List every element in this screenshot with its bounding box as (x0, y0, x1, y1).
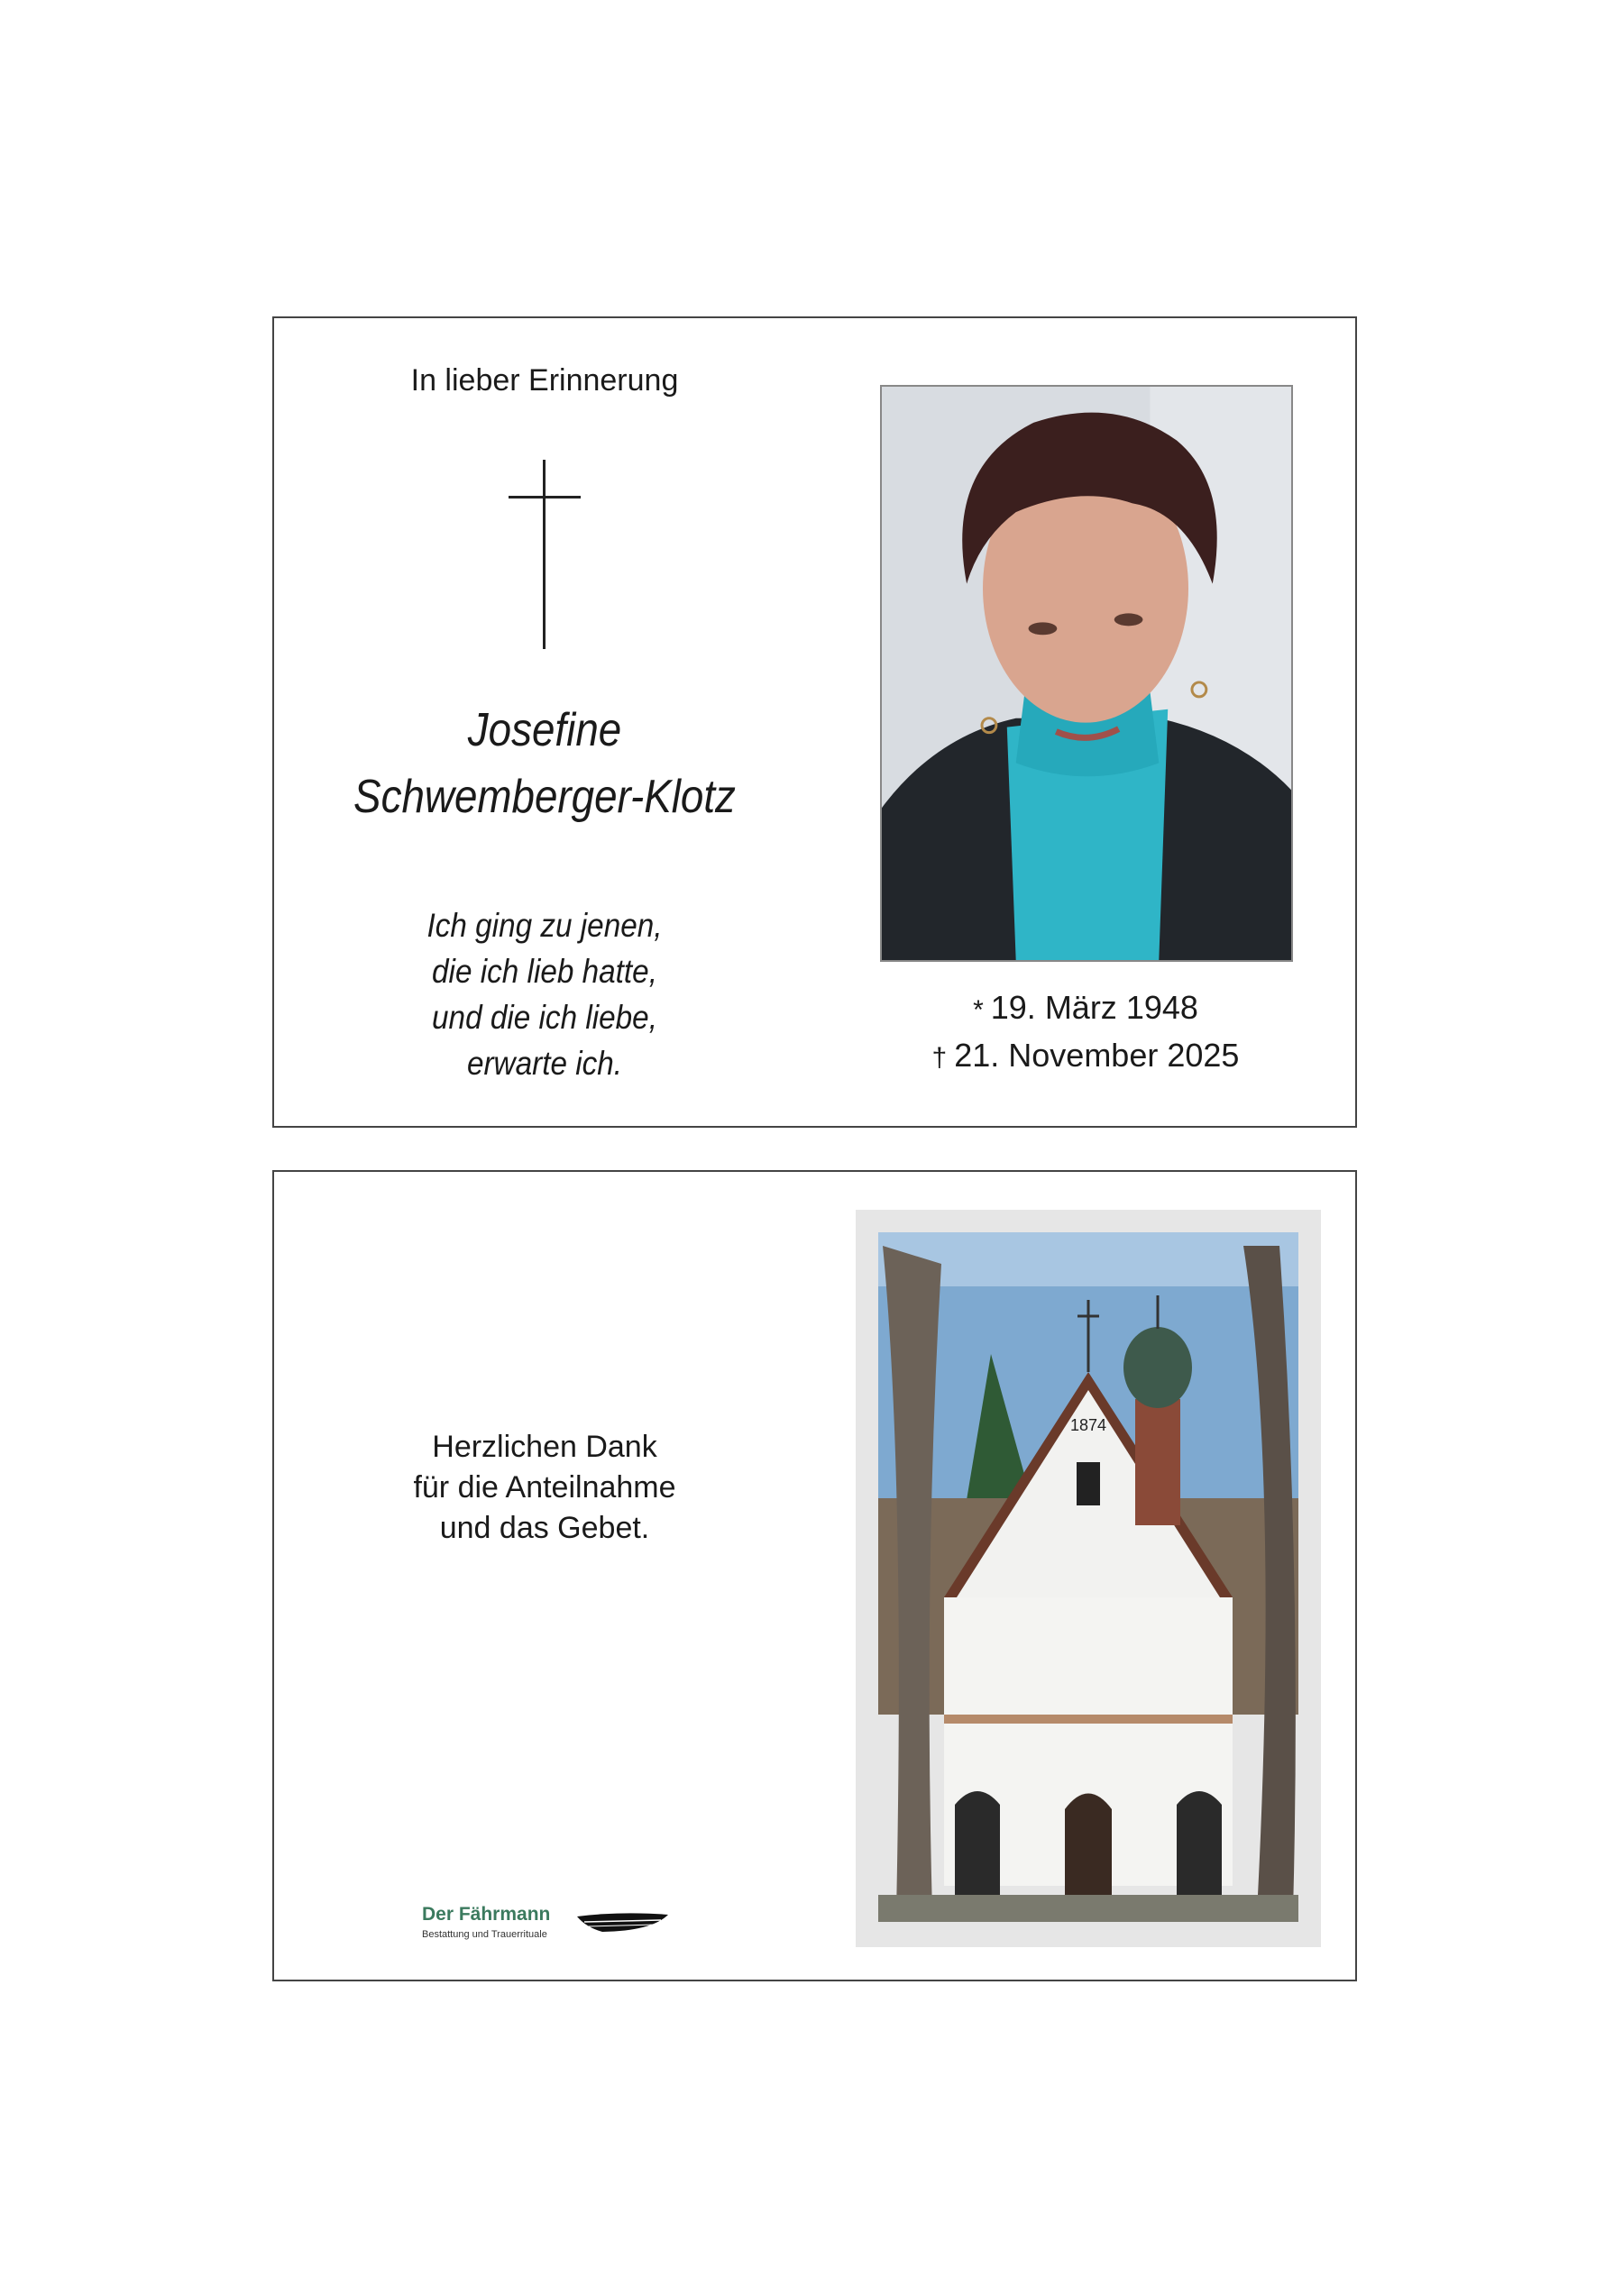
logo-tagline: Bestattung und Trauerrituale (422, 1929, 547, 1940)
deceased-name (330, 697, 758, 830)
intro-text: In lieber Erinnerung (410, 363, 679, 398)
last-name: Schwemberger-Klotz (353, 771, 736, 823)
funeral-home-logo (422, 1904, 692, 1949)
death-date: 21. November 2025 (954, 1037, 1240, 1074)
portrait-photo (880, 385, 1293, 962)
thanks-text (319, 1427, 770, 1549)
birth-symbol: * (973, 995, 984, 1025)
thanks-line: für die Anteilnahme (413, 1470, 676, 1505)
birth-date: 19. März 1948 (990, 989, 1198, 1026)
life-dates (869, 985, 1302, 1081)
verse-line: erwarte ich. (466, 1045, 623, 1082)
birth-date-line (869, 985, 1302, 1033)
memorial-verse (342, 902, 747, 1086)
thanks-line: Herzlichen Dank (432, 1430, 657, 1464)
boat-icon (575, 1907, 670, 1935)
memorial-card-front (272, 316, 1357, 1128)
memorial-card-back (272, 1170, 1357, 1981)
chapel-year: 1874 (1069, 1416, 1107, 1434)
verse-line: und die ich liebe, (432, 999, 657, 1036)
verse-line: Ich ging zu jenen, (426, 907, 663, 944)
cross-icon (509, 460, 581, 649)
death-date-line (869, 1033, 1302, 1081)
verse-line: die ich lieb hatte, (432, 953, 657, 990)
thanks-line: und das Gebet. (439, 1511, 650, 1545)
death-symbol: † (931, 1043, 948, 1073)
chapel-photo (856, 1210, 1321, 1947)
logo-brand: Der Fährmann (422, 1904, 551, 1925)
first-name: Josefine (467, 704, 622, 756)
